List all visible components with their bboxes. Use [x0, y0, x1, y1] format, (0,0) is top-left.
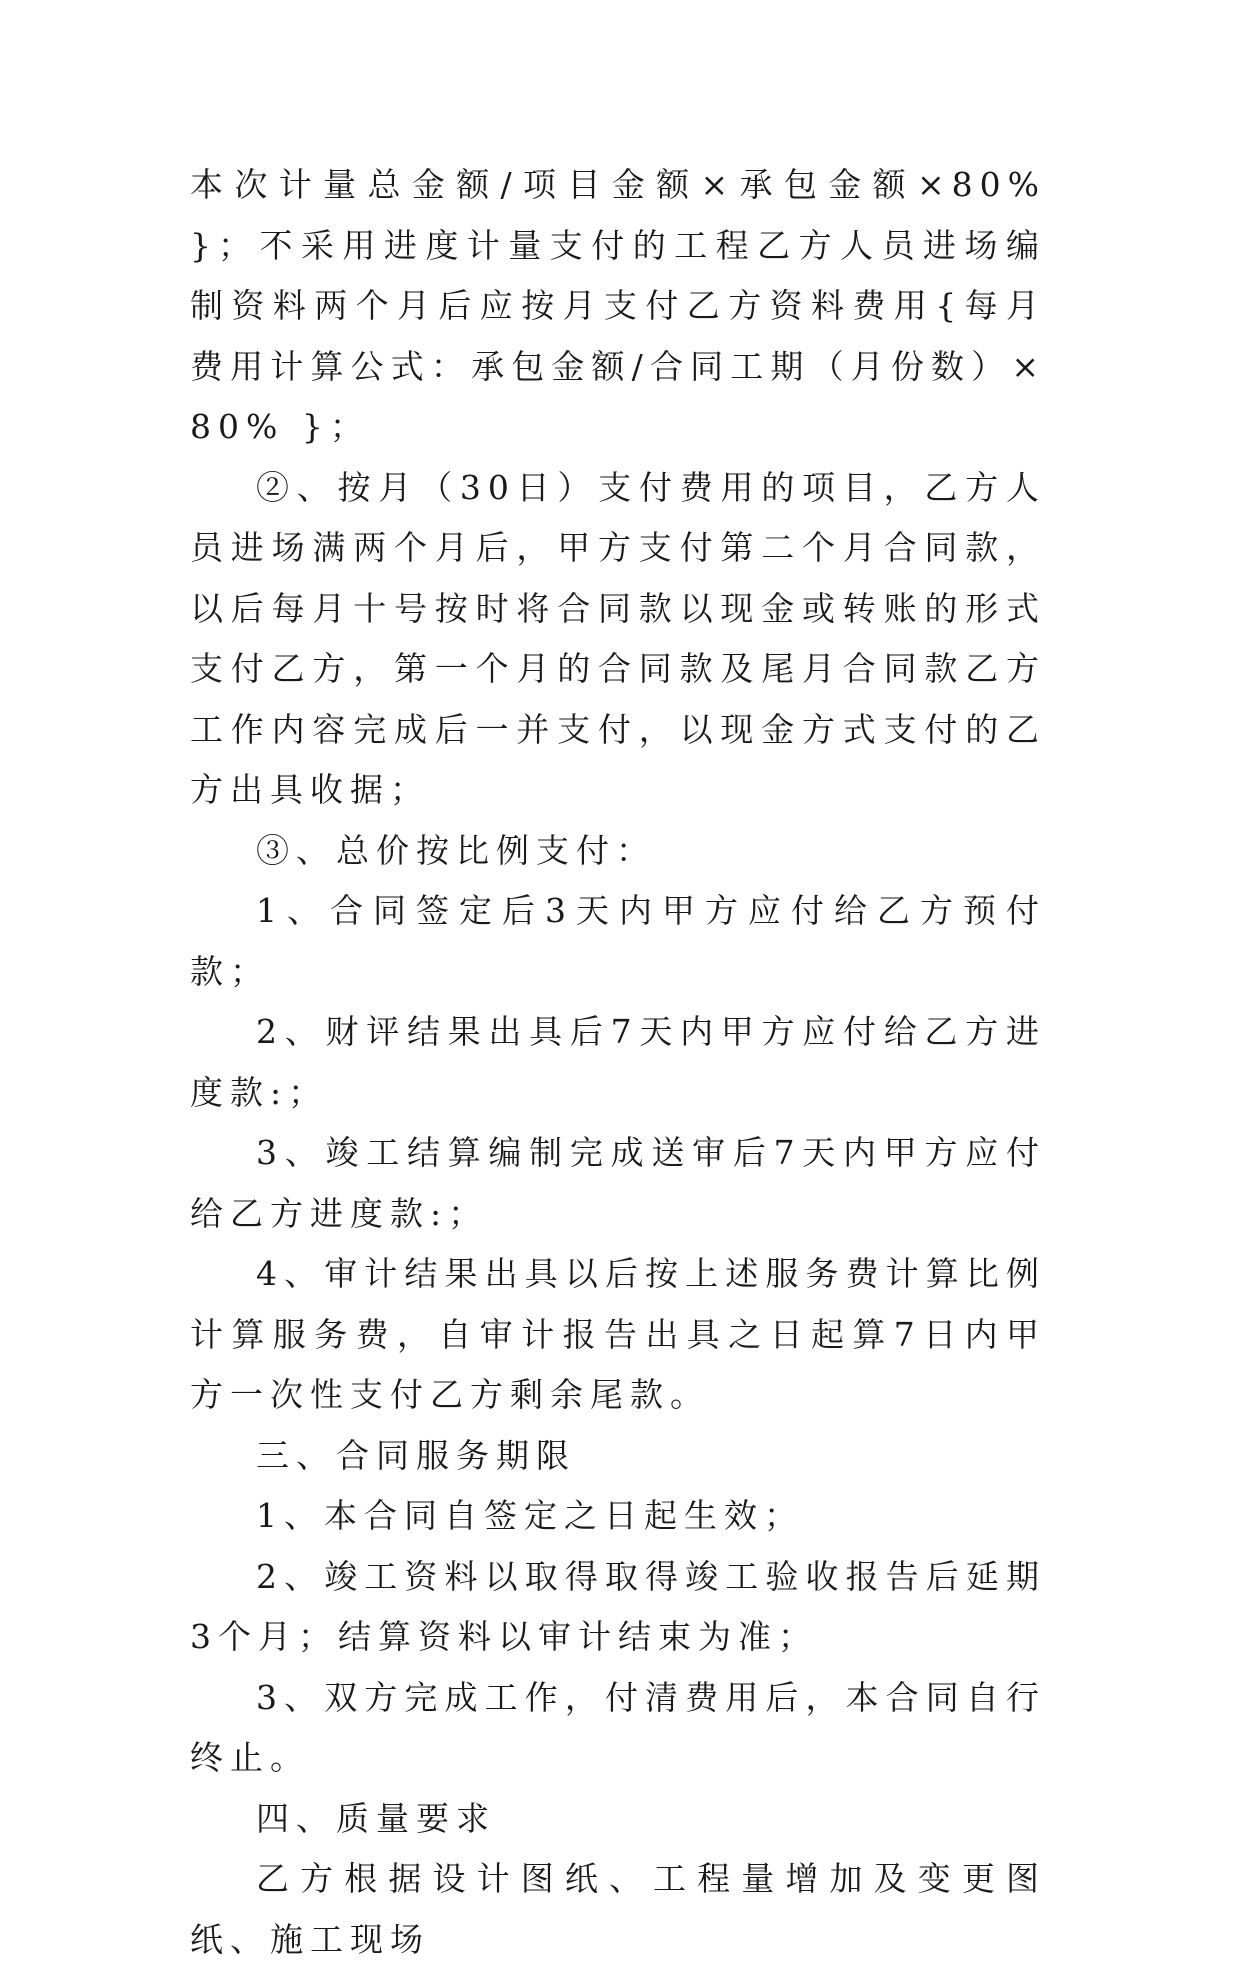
section-heading-quality: 四、质量要求	[256, 1798, 496, 1838]
paragraph-term-1: 1、本合同自签定之日起生效；	[256, 1496, 804, 1535]
paragraph-quality-text: 乙方根据设计图纸、工程量增加及变更图纸、施工现场	[190, 1859, 1046, 1959]
paragraph-lump-sum-heading: ③、总价按比例支付：	[256, 830, 656, 870]
paragraph-payment-formula: 本次计量总金额/项目金额×承包金额×80% }；不采用进度计量支付的工程乙方人员进场编制资料两个月后应按月支付乙方资料费用{每月费用计算公式：承包金额/合同工期（月份数）×80% }；	[190, 165, 1046, 446]
paragraph-item-4: 4、审计结果出具以后按上述服务费计算比例计算服务费，自审计报告出具之日起算7日内甲方一次性支付乙方剩余尾款。	[190, 1254, 1046, 1414]
section-heading-service-term: 三、合同服务期限	[256, 1435, 576, 1475]
paragraph-item-3: 3、竣工结算编制完成送审后7天内甲方应付给乙方进度款:；	[190, 1133, 1046, 1233]
paragraph-item-2: 2、财评结果出具后7天内甲方应付给乙方进度款:；	[190, 1012, 1046, 1112]
paragraph-monthly-payment: ②、按月（30日）支付费用的项目，乙方人员进场满两个月后，甲方支付第二个月合同款，以后每月十号按时将合同款以现金或转账的形式支付乙方，第一个月的合同款及尾月合同款乙方工作内容完成后一并支付，以现金方式支付的乙方出具收据；	[190, 467, 1046, 809]
document-page	[190, 155, 1046, 1970]
paragraph-item-1: 1、合同签定后3天内甲方应付给乙方预付款；	[190, 891, 1046, 991]
paragraph-term-2: 2、竣工资料以取得取得竣工验收报告后延期3个月；结算资料以审计结束为准；	[190, 1556, 1046, 1656]
paragraph-term-3: 3、双方完成工作，付清费用后，本合同自行终止。	[190, 1677, 1046, 1777]
